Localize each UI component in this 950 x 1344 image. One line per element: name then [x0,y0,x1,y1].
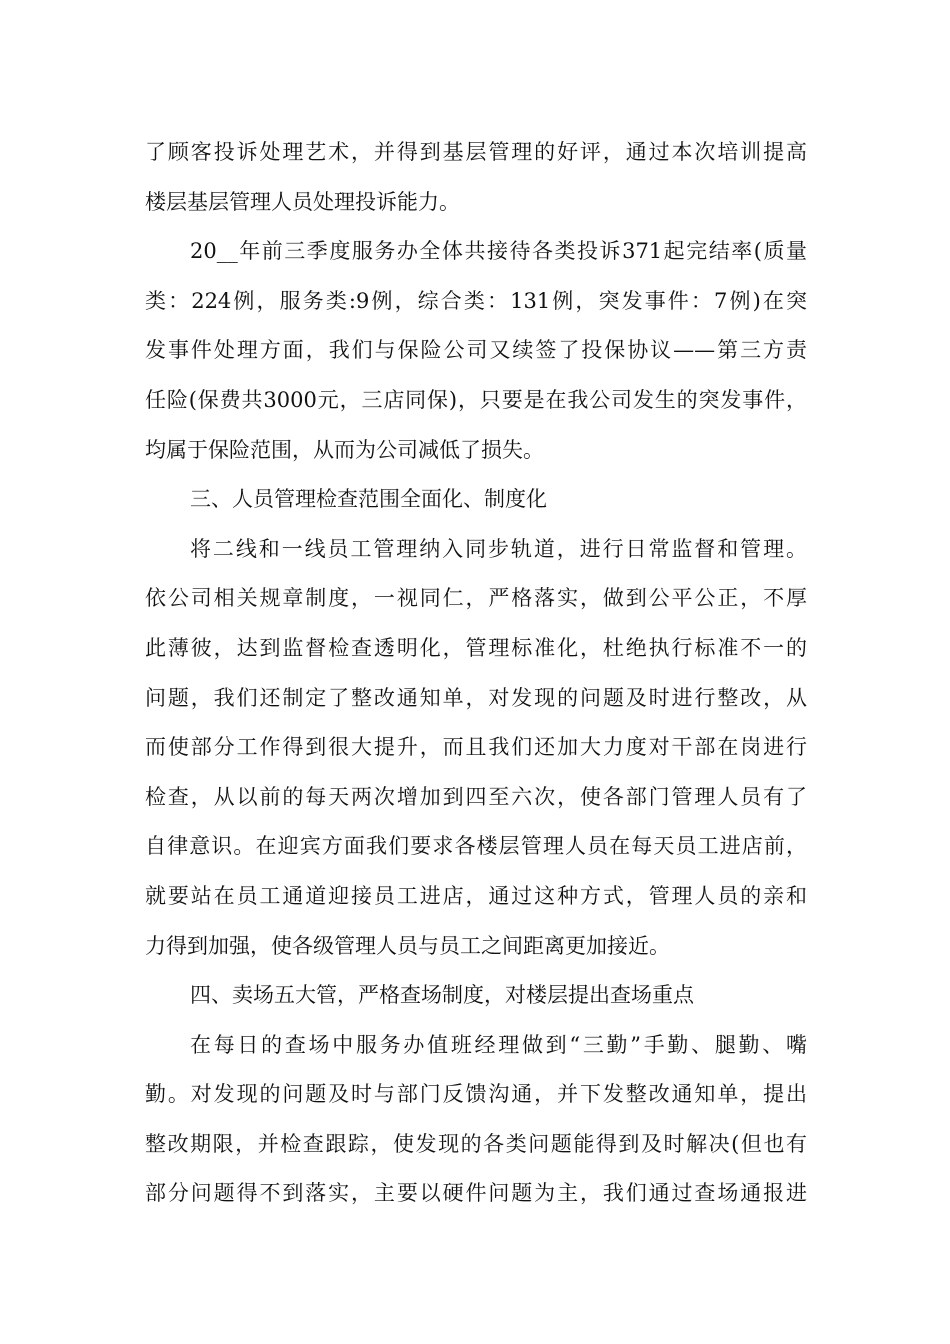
text-line: 楼层基层管理人员处理投诉能力。 [145,189,460,214]
document-body [145,128,807,1219]
paragraph-first-line: 将二线和一线员工管理纳入同步轨道，进行日常监督和管理。 [190,536,807,561]
paragraph-first-line: 在每日的查场中服务办值班经理做到“三勤”手勤、腿勤、嘴 [190,1032,807,1057]
text-line: 自律意识。在迎宾方面我们要求各楼层管理人员在每天员工进店前， [145,834,807,859]
text-line: 部分问题得不到落实，主要以硬件问题为主，我们通过查场通报进 [145,1181,807,1206]
text-line: 检查，从以前的每天两次增加到四至六次，使各部门管理人员有了 [145,784,807,809]
text-line: 力得到加强，使各级管理人员与员工之间距离更加接近。 [145,933,670,958]
text-line: 类：224例，服务类:9例，综合类：131例，突发事件：7例)在突 [145,288,807,313]
text-line: 勤。对发现的问题及时与部门反馈沟通，并下发整改通知单，提出 [145,1082,807,1107]
text-line: 此薄彼，达到监督检查透明化，管理标准化，杜绝执行标准不一的 [145,635,807,660]
section-heading-3: 三、人员管理检查范围全面化、制度化 [190,487,547,512]
text-line: 问题，我们还制定了整改通知单，对发现的问题及时进行整改，从 [145,685,807,710]
text-line: 就要站在员工通道迎接员工进店，通过这种方式，管理人员的亲和 [145,883,807,908]
text-line: 了顾客投诉处理艺术，并得到基层管理的好评，通过本次培训提高 [145,140,807,164]
paragraph-first-line: 20__年前三季度服务办全体共接待各类投诉371起完结率(质量 [190,239,807,264]
text-line: 发事件处理方面，我们与保险公司又续签了投保协议——第三方责 [145,338,807,363]
text-line: 任险(保费共3000元，三店同保)，只要是在我公司发生的突发事件， [145,387,807,412]
section-heading-4: 四、卖场五大管，严格查场制度，对楼层提出查场重点 [190,983,694,1008]
text-line: 均属于保险范围，从而为公司减低了损失。 [145,437,544,462]
text-line: 而使部分工作得到很大提升，而且我们还加大力度对干部在岗进行 [145,735,807,760]
text-line: 依公司相关规章制度，一视同仁，严格落实，做到公平公正，不厚 [145,586,807,611]
text-line: 整改期限，并检查跟踪，使发现的各类问题能得到及时解决(但也有 [145,1131,807,1156]
